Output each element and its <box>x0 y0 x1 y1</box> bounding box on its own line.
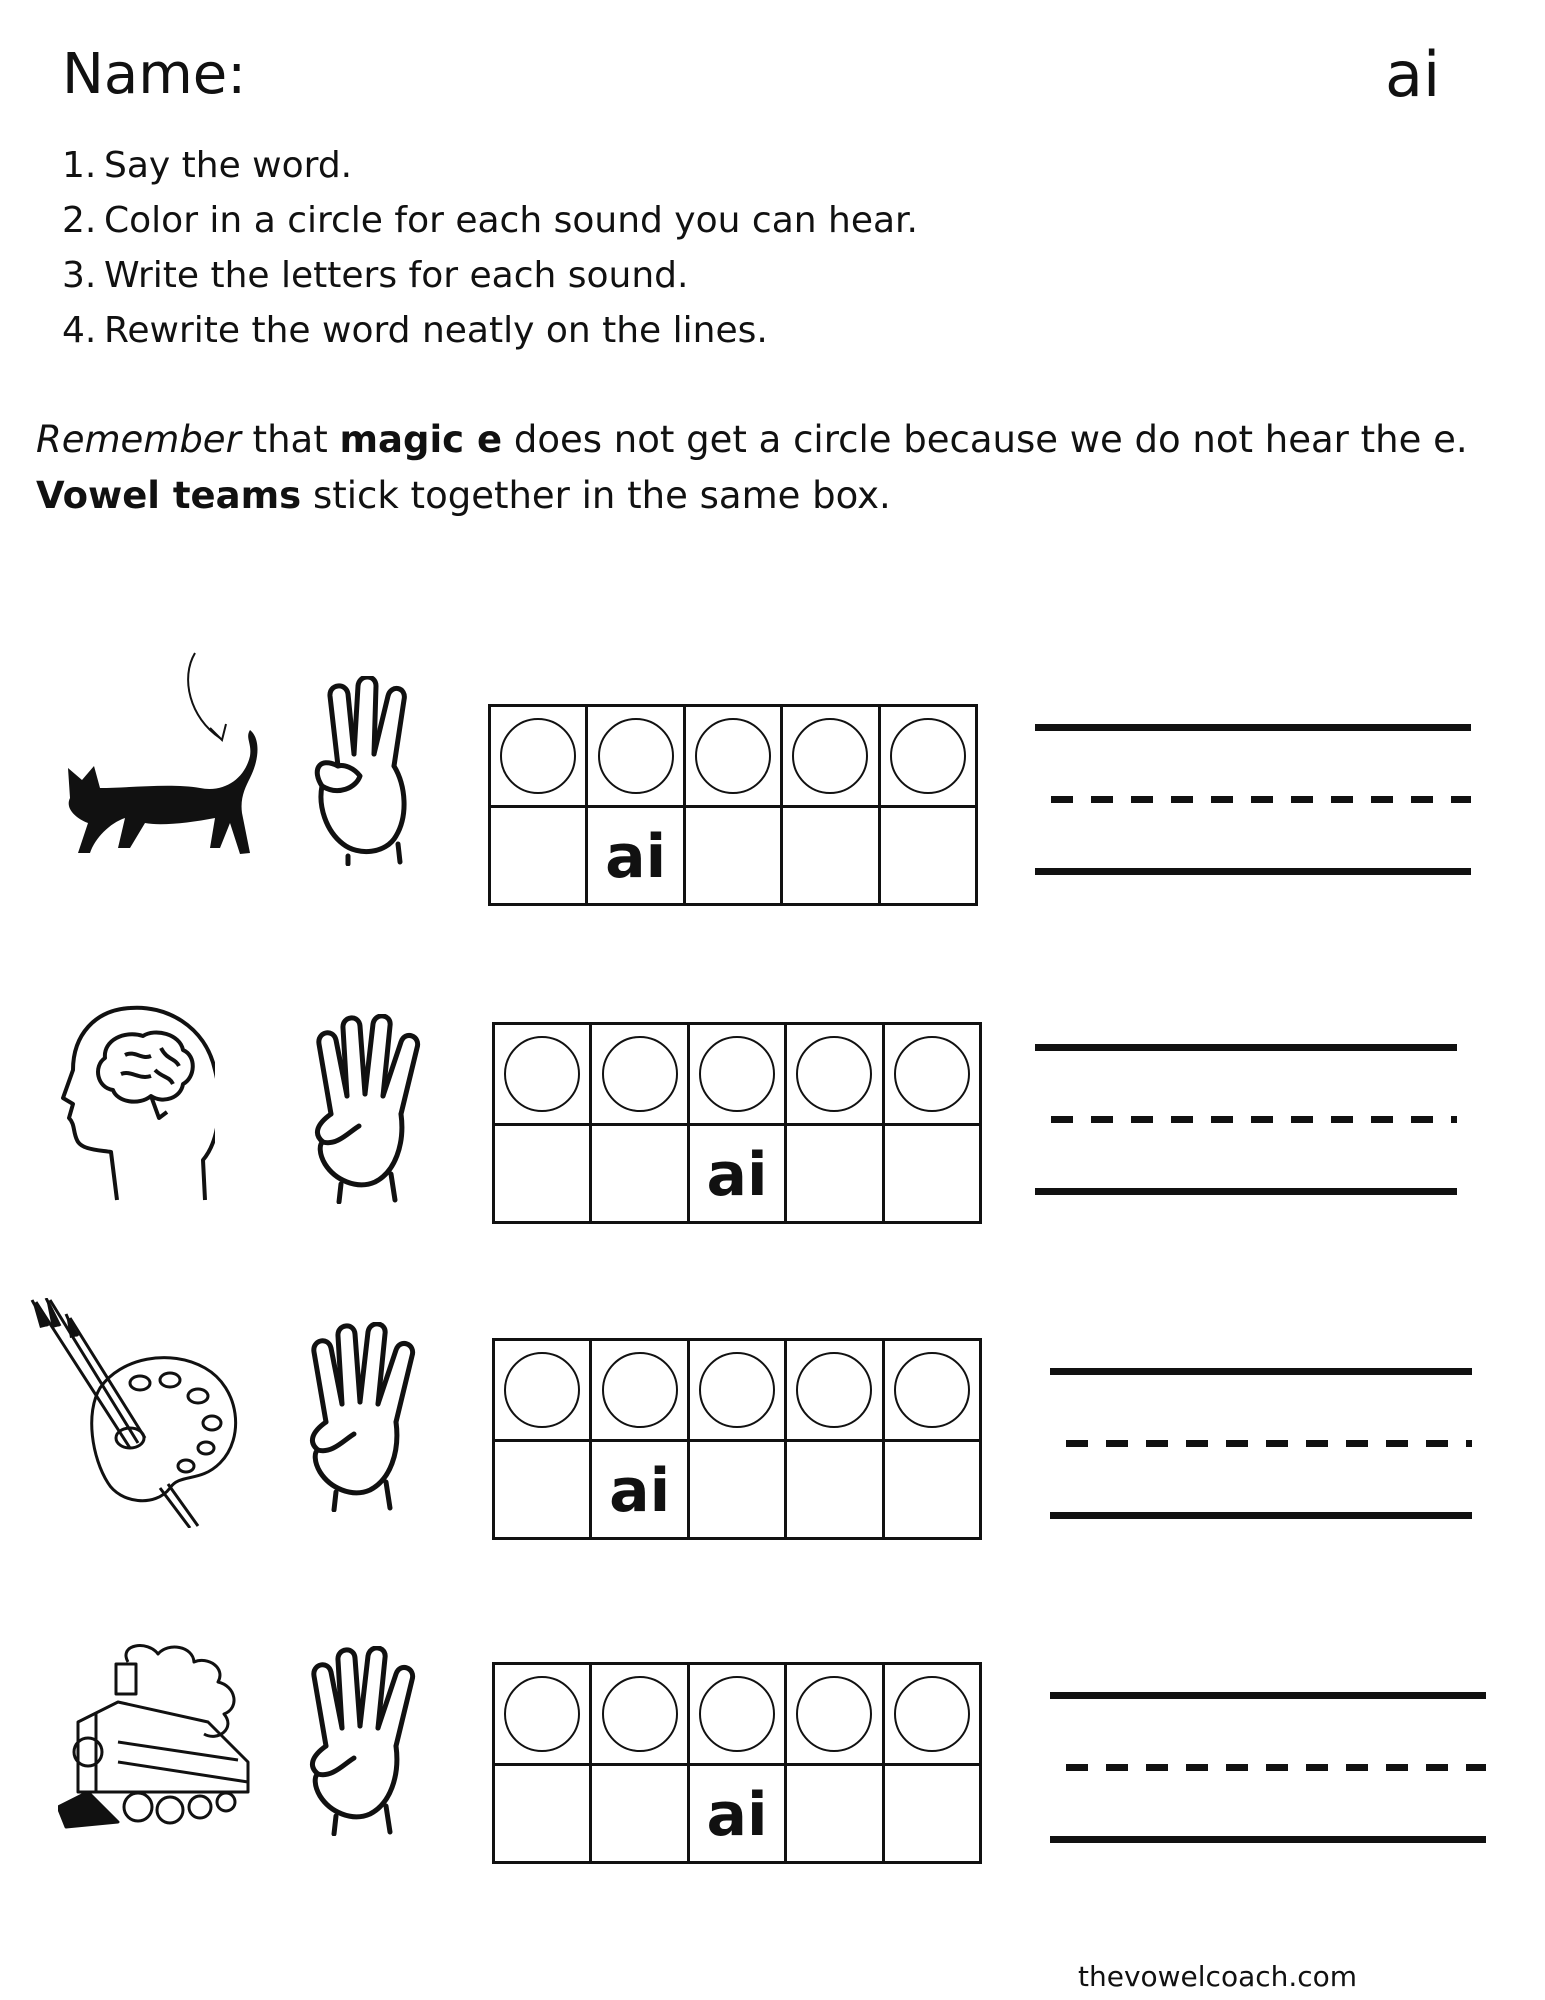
word-row <box>0 648 1545 892</box>
letter-box[interactable]: ai <box>585 808 682 906</box>
footer-site: thevowelcoach.com <box>1078 1960 1358 1993</box>
sound-boxes <box>492 1338 982 1540</box>
sound-circle[interactable] <box>695 718 771 794</box>
letter-box[interactable]: ai <box>589 1442 686 1540</box>
name-label: Name: <box>62 42 247 107</box>
circle-row <box>495 1665 979 1763</box>
circle-row <box>491 707 975 805</box>
letter-box[interactable] <box>780 808 877 906</box>
magic-e-term: magic e <box>339 418 503 461</box>
letter-box[interactable] <box>495 1766 589 1864</box>
handwriting-lines[interactable] <box>1035 1044 1457 1204</box>
reminder-text: Remember that magic e does not get a circle because we do not hear the e. Vowel teams stick together in the same box. <box>36 418 1468 517</box>
cat-with-tail-arrow-icon <box>50 648 270 878</box>
instructions-list <box>62 138 918 358</box>
head-with-brain-icon <box>55 1000 215 1205</box>
letter-box[interactable] <box>882 1126 979 1224</box>
sound-circle[interactable] <box>894 1036 970 1112</box>
letter-box[interactable] <box>784 1442 881 1540</box>
letter-box[interactable]: ai <box>687 1766 784 1864</box>
steam-train-icon <box>58 1642 258 1842</box>
dashed-midline <box>1066 1440 1472 1447</box>
instruction-item: 3. Write the letters for each sound. <box>62 255 689 296</box>
letter-box[interactable] <box>784 1766 881 1864</box>
four-fingers-hand-icon <box>305 1014 435 1204</box>
sound-circle[interactable] <box>598 718 674 794</box>
instruction-item: 1. Say the word. <box>62 145 353 186</box>
letter-row <box>495 1439 979 1540</box>
instruction-item: 2. Color in a circle for each sound you can hear. <box>62 200 918 241</box>
sound-circle[interactable] <box>602 1676 678 1752</box>
sound-circle[interactable] <box>796 1036 872 1112</box>
remember-word: Remember <box>36 418 241 461</box>
sound-boxes <box>492 1022 982 1224</box>
four-fingers-hand-icon <box>300 1646 430 1836</box>
sound-circle[interactable] <box>796 1676 872 1752</box>
instruction-item: 4. Rewrite the word neatly on the lines. <box>62 310 768 351</box>
letter-box[interactable] <box>589 1126 686 1224</box>
sound-circle[interactable] <box>699 1036 775 1112</box>
sound-circle[interactable] <box>894 1352 970 1428</box>
letter-row <box>491 805 975 906</box>
letter-box[interactable] <box>878 808 975 906</box>
dashed-midline <box>1051 796 1471 803</box>
letter-box[interactable] <box>589 1766 686 1864</box>
sound-boxes <box>488 704 978 906</box>
letter-box[interactable] <box>495 1442 589 1540</box>
sound-circle[interactable] <box>500 718 576 794</box>
sound-circle[interactable] <box>699 1352 775 1428</box>
sound-circle[interactable] <box>504 1676 580 1752</box>
top-line <box>1050 1368 1472 1375</box>
dashed-midline <box>1051 1116 1457 1123</box>
word-row <box>0 1298 1545 1526</box>
letter-box[interactable] <box>683 808 780 906</box>
handwriting-lines[interactable] <box>1050 1692 1486 1852</box>
letter-row <box>495 1763 979 1864</box>
base-line <box>1035 1188 1457 1195</box>
letter-box[interactable] <box>495 1126 589 1224</box>
dashed-midline <box>1066 1764 1486 1771</box>
letter-box[interactable] <box>687 1442 784 1540</box>
base-line <box>1035 868 1471 875</box>
vowel-teams-term: Vowel teams <box>36 474 302 517</box>
four-fingers-hand-icon <box>300 1322 430 1512</box>
letter-box[interactable] <box>882 1442 979 1540</box>
top-line <box>1035 724 1471 731</box>
letter-box[interactable] <box>491 808 585 906</box>
sound-circle[interactable] <box>699 1676 775 1752</box>
circle-row <box>495 1025 979 1123</box>
handwriting-lines[interactable] <box>1035 724 1471 884</box>
circle-row <box>495 1341 979 1439</box>
sound-circle[interactable] <box>602 1036 678 1112</box>
letter-row <box>495 1123 979 1224</box>
sound-circle[interactable] <box>890 718 966 794</box>
sound-circle[interactable] <box>894 1676 970 1752</box>
word-row <box>0 1622 1545 1850</box>
sound-circle[interactable] <box>796 1352 872 1428</box>
three-fingers-hand-icon <box>308 676 438 866</box>
base-line <box>1050 1836 1486 1843</box>
base-line <box>1050 1512 1472 1519</box>
handwriting-lines[interactable] <box>1050 1368 1472 1528</box>
sound-circle[interactable] <box>602 1352 678 1428</box>
sound-circle[interactable] <box>504 1352 580 1428</box>
sound-boxes <box>492 1662 982 1864</box>
sound-title: ai <box>1385 38 1441 111</box>
word-row <box>0 1000 1545 1220</box>
top-line <box>1035 1044 1457 1051</box>
sound-circle[interactable] <box>792 718 868 794</box>
top-line <box>1050 1692 1486 1699</box>
sound-circle[interactable] <box>504 1036 580 1112</box>
letter-box[interactable] <box>882 1766 979 1864</box>
letter-box[interactable]: ai <box>687 1126 784 1224</box>
paint-palette-icon <box>30 1298 250 1528</box>
letter-box[interactable] <box>784 1126 881 1224</box>
